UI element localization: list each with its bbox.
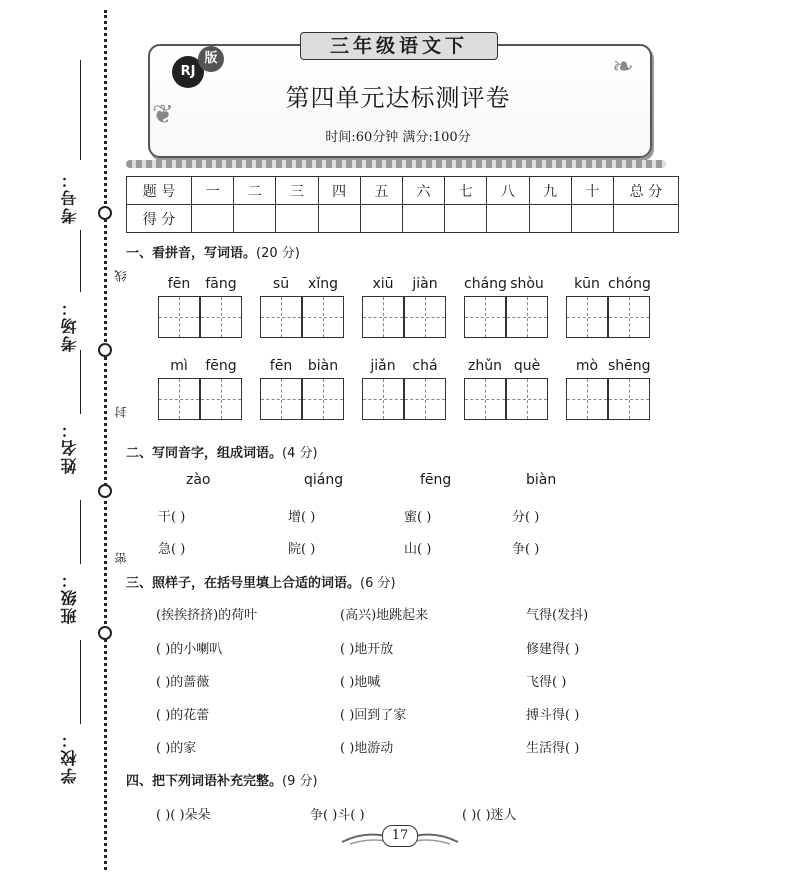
writing-box[interactable]: [506, 378, 548, 420]
table-cell: 得 分: [127, 205, 192, 233]
pinyin: fēng: [205, 358, 237, 374]
table-cell: 一: [192, 177, 234, 205]
exam-room-label: 考场：: [60, 298, 79, 352]
writing-box[interactable]: [404, 296, 446, 338]
fill-item[interactable]: ( )地开放: [340, 642, 394, 657]
score-input-cell[interactable]: [360, 205, 402, 233]
question-4-heading: [126, 770, 318, 789]
pinyin: biàn: [307, 358, 339, 374]
pinyin: xǐng: [308, 276, 338, 292]
writing-box[interactable]: [158, 378, 200, 420]
question-points: (20 分): [256, 246, 300, 261]
pinyin: chá: [412, 358, 438, 374]
decorative-divider: [126, 160, 666, 168]
writing-box[interactable]: [200, 296, 242, 338]
fill-item[interactable]: ( )的小喇叭: [156, 642, 223, 657]
edition-badge-ban: 版: [198, 46, 224, 72]
binding-hole: [98, 206, 112, 220]
writing-box[interactable]: [158, 296, 200, 338]
example-item: (挨挨挤挤)的荷叶: [156, 608, 258, 623]
score-input-cell[interactable]: [445, 205, 487, 233]
edition-badge-rj: RJ: [172, 56, 204, 88]
writing-box[interactable]: [260, 378, 302, 420]
writing-box[interactable]: [566, 378, 608, 420]
fill-item[interactable]: ( )( )朵朵: [156, 808, 211, 823]
score-input-cell[interactable]: [529, 205, 571, 233]
question-points: (9 分): [282, 774, 318, 789]
score-input-cell[interactable]: [402, 205, 444, 233]
binding-hole: [98, 626, 112, 640]
score-table-score-row: [127, 205, 679, 233]
table-cell: 二: [234, 177, 276, 205]
question-3-heading: [126, 572, 396, 591]
name-label: 姓名：: [60, 420, 79, 474]
question-title: 二、写同音字，组成词语。: [126, 446, 283, 461]
page-number: 17: [382, 825, 418, 847]
binding-mark-seal: 封: [114, 406, 128, 418]
school-blank: [80, 640, 81, 724]
table-cell: 三: [276, 177, 318, 205]
writing-box[interactable]: [404, 378, 446, 420]
table-cell: 七: [445, 177, 487, 205]
score-input-cell[interactable]: [234, 205, 276, 233]
table-cell: 题 号: [127, 177, 192, 205]
example-item: (高兴)地跳起来: [340, 608, 429, 623]
class-label: 班级：: [60, 570, 79, 624]
floral-ornament-icon: ❦: [152, 100, 174, 130]
fill-item[interactable]: 分( ): [512, 510, 540, 525]
score-input-cell[interactable]: [571, 205, 613, 233]
fill-item[interactable]: 院( ): [288, 542, 316, 557]
fill-item[interactable]: 搏斗得( ): [526, 708, 580, 723]
pinyin: qiáng: [304, 472, 344, 488]
binding-dotted-line: [104, 10, 107, 870]
writing-box[interactable]: [260, 296, 302, 338]
fill-item[interactable]: ( )( )迷人: [462, 808, 517, 823]
table-cell: 十: [571, 177, 613, 205]
exam-time-score: 时间:60分钟 满分:100分: [325, 130, 471, 145]
score-input-cell[interactable]: [192, 205, 234, 233]
question-1-heading: [126, 242, 300, 261]
school-label: 学校：: [60, 730, 79, 784]
fill-item[interactable]: 争( )斗( ): [310, 808, 365, 823]
writing-box[interactable]: [362, 296, 404, 338]
name-blank: [80, 350, 81, 414]
page-title: 第四单元达标测评卷: [285, 84, 511, 112]
floral-ornament-icon: ❧: [612, 52, 634, 82]
fill-item[interactable]: 增( ): [288, 510, 316, 525]
exam-number-label: 考号：: [60, 170, 79, 224]
fill-item[interactable]: 生活得( ): [526, 741, 580, 756]
pinyin: jiǎn: [370, 358, 396, 374]
score-table-header-row: [127, 177, 679, 205]
fill-item[interactable]: 飞得( ): [526, 675, 567, 690]
score-input-cell[interactable]: [613, 205, 678, 233]
score-input-cell[interactable]: [318, 205, 360, 233]
pinyin: fēn: [269, 358, 293, 374]
fill-item[interactable]: ( )的家: [156, 741, 197, 756]
fill-item[interactable]: 修建得( ): [526, 642, 580, 657]
question-title: 三、照样子，在括号里填上合适的词语。: [126, 576, 361, 591]
pinyin: xiū: [372, 276, 394, 292]
pinyin: fēn: [167, 276, 191, 292]
binding-mark-secret: 密: [114, 552, 128, 564]
fill-item[interactable]: 干( ): [158, 510, 186, 525]
pinyin: fāng: [205, 276, 237, 292]
fill-item[interactable]: 急( ): [158, 542, 186, 557]
table-cell: 八: [487, 177, 529, 205]
question-points: (6 分): [360, 576, 396, 591]
fill-item[interactable]: 蜜( ): [404, 510, 432, 525]
pinyin: sū: [272, 276, 290, 292]
pinyin: cháng: [464, 276, 507, 292]
pinyin: kūn: [574, 276, 600, 292]
table-cell: 九: [529, 177, 571, 205]
table-cell: 五: [360, 177, 402, 205]
question-title: 一、看拼音，写词语。: [126, 246, 257, 261]
fill-item[interactable]: ( )的蔷薇: [156, 675, 210, 690]
writing-box[interactable]: [506, 296, 548, 338]
binding-hole: [98, 484, 112, 498]
table-cell: 总 分: [613, 177, 678, 205]
pinyin: shēng: [608, 358, 651, 374]
writing-box[interactable]: [302, 296, 344, 338]
fill-item[interactable]: ( )的花蕾: [156, 708, 210, 723]
writing-box[interactable]: [566, 296, 608, 338]
class-blank: [80, 500, 81, 564]
question-2-heading: [126, 442, 318, 461]
exam-number-blank: [80, 60, 81, 160]
question-title: 四、把下列词语补充完整。: [126, 774, 283, 789]
fill-item[interactable]: ( )地喊: [340, 675, 381, 690]
grade-banner: 三年级语文下: [300, 32, 498, 60]
score-input-cell[interactable]: [276, 205, 318, 233]
pinyin: jiàn: [412, 276, 438, 292]
writing-box[interactable]: [362, 378, 404, 420]
exam-room-blank: [80, 230, 81, 292]
pinyin: mì: [170, 358, 188, 374]
table-cell: 六: [402, 177, 444, 205]
pinyin: zhǔn: [468, 358, 502, 374]
fill-item[interactable]: ( )地游动: [340, 741, 394, 756]
pinyin: chóng: [608, 276, 651, 292]
score-table: [126, 176, 679, 233]
example-item: 气得(发抖): [526, 608, 589, 623]
fill-item[interactable]: ( )回到了家: [340, 708, 407, 723]
writing-box[interactable]: [608, 296, 650, 338]
writing-box[interactable]: [608, 378, 650, 420]
pinyin: biàn: [526, 472, 557, 488]
pinyin: shòu: [510, 276, 544, 292]
pinyin: què: [513, 358, 541, 374]
binding-hole: [98, 343, 112, 357]
table-cell: 四: [318, 177, 360, 205]
writing-box[interactable]: [464, 378, 506, 420]
pinyin: zào: [186, 472, 211, 488]
binding-mark-line: 线: [114, 270, 128, 282]
writing-box[interactable]: [200, 378, 242, 420]
score-input-cell[interactable]: [487, 205, 529, 233]
fill-item[interactable]: 争( ): [512, 542, 540, 557]
fill-item[interactable]: 山( ): [404, 542, 432, 557]
writing-box[interactable]: [302, 378, 344, 420]
writing-box[interactable]: [464, 296, 506, 338]
question-points: (4 分): [282, 446, 318, 461]
pinyin: fēng: [420, 472, 452, 488]
pinyin: mò: [575, 358, 599, 374]
